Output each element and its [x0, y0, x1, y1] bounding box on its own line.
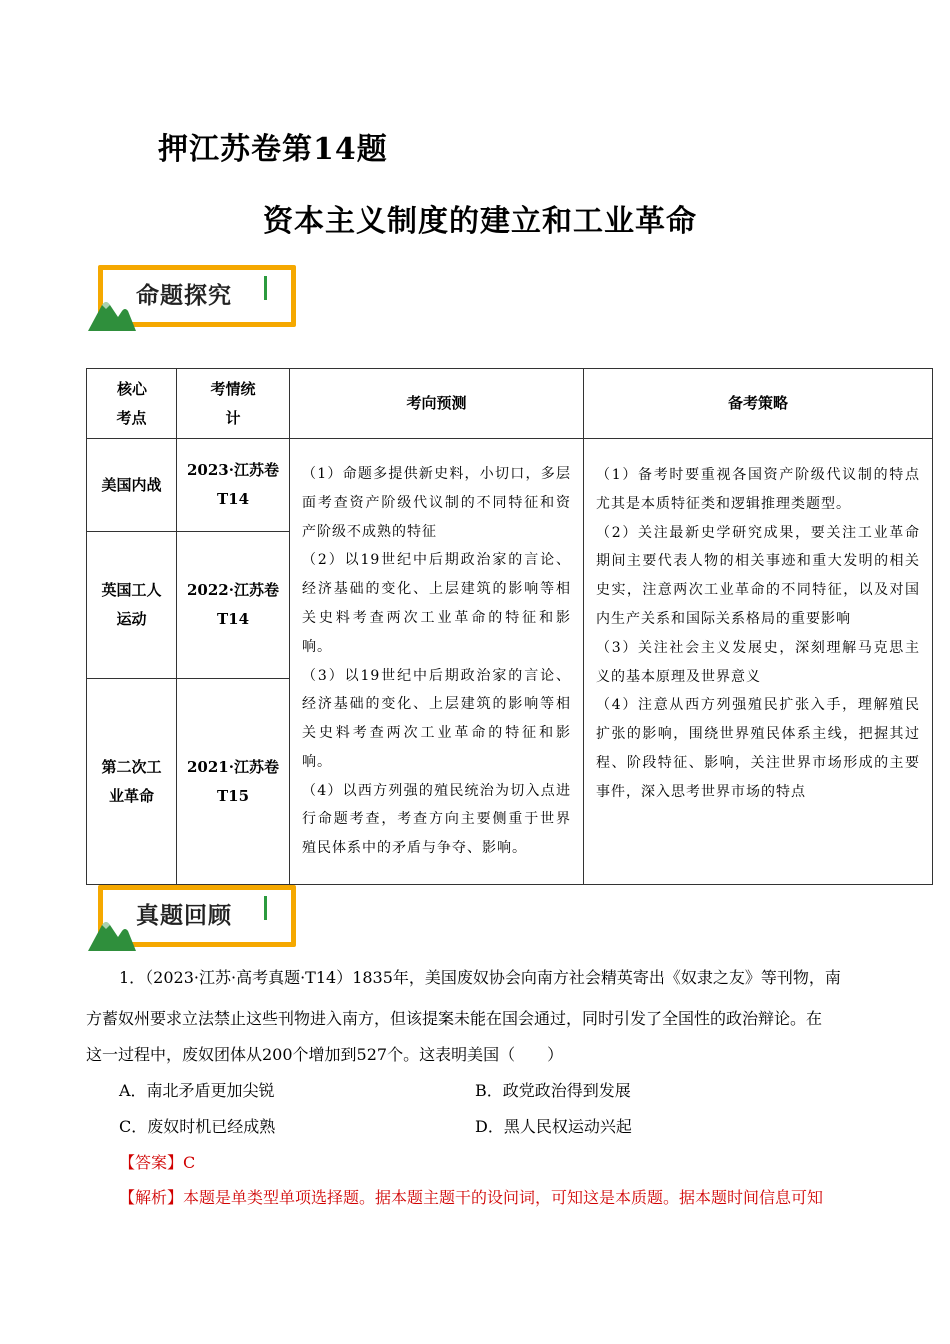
forecast-para: （3）以19世纪中后期政治家的言论、经济基础的变化、上层建筑的影响等相关史料考查两次工业革命的特征和影响。 [302, 667, 571, 770]
question-line: 方蓄奴州要求立法禁止这些刊物进入南方，但该提案未能在国会通过，同时引发了全国性的政治辩论。在 [86, 1009, 823, 1028]
table-row [87, 439, 933, 532]
analysis-text: 本题是单类型单项选择题。据本题主题干的设问词，可知这是本质题。据本题时间信息可知 [183, 1188, 824, 1207]
header-stats: 考情统 计 [177, 369, 290, 439]
mountain-icon [88, 295, 136, 331]
strategy-para: （3）关注社会主义发展史，深刻理解马克思主义的基本原理及世界意义 [596, 639, 920, 685]
forecast-para: （2）以19世纪中后期政治家的言论、经济基础的变化、上层建筑的影响等相关史料考查两次工业革命的特征和影响。 [302, 552, 571, 655]
strategy-para: （4）注意从西方列强殖民扩张入手，理解殖民扩张的影响，围绕世界殖民体系主线，把握其过程、阶段特征、影响，关注世界市场形成的主要事件，深入思考世界市场的特点 [596, 697, 920, 800]
answer-value: C [183, 1153, 196, 1172]
mountain-icon [88, 915, 136, 951]
option-a: A．南北矛盾更加尖锐 [119, 1081, 275, 1100]
row-year: 2022·江苏卷 T14 [177, 532, 290, 679]
row-year: 2021·江苏卷 T15 [177, 679, 290, 885]
header-strategy: 备考策略 [584, 369, 933, 439]
table-header-row [87, 369, 933, 439]
forecast-para: （1）命题多提供新史料，小切口，多层面考查资产阶级代议制的不同特征和资产阶级不成熟的特征 [302, 465, 571, 540]
exam-analysis-table [86, 368, 933, 885]
section-badge-explore [88, 265, 300, 335]
section-badge-review [88, 885, 300, 955]
badge-accent-bar [264, 896, 267, 920]
analysis-line [119, 1185, 823, 1208]
option-c: C．废奴时机已经成熟 [119, 1117, 276, 1136]
answer-label: 【答案】 [119, 1153, 184, 1172]
row-year: 2023·江苏卷 T14 [177, 439, 290, 532]
row-topic: 第二次工 业革命 [87, 679, 177, 885]
badge-accent-bar [264, 276, 267, 300]
question-line: 1．（2023·江苏·高考真题·T14）1835年，美国废奴协会向南方社会精英寄出《奴隶之友》等刊物，南 [119, 968, 841, 987]
badge-label: 真题回顾 [136, 903, 232, 929]
forecast-para: （4）以西方列强的殖民统治为切入点进行命题考查，考查方向主要侧重于世界殖民体系中的矛盾与争夺、影响。 [302, 782, 571, 857]
strategy-para: （1）备考时要重视各国资产阶级代议制的特点尤其是本质特征类和逻辑推理类题型。 [596, 467, 920, 512]
page-title: 押江苏卷第14题 [158, 132, 388, 167]
page-subtitle: 资本主义制度的建立和工业革命 [263, 204, 697, 239]
strategy-cell [584, 439, 933, 885]
row-topic: 英国工人 运动 [87, 532, 177, 679]
header-core-point: 核心 考点 [87, 369, 177, 439]
forecast-cell [290, 439, 584, 885]
badge-label: 命题探究 [136, 283, 232, 309]
analysis-label: 【解析】 [119, 1188, 184, 1207]
row-topic: 美国内战 [87, 439, 177, 532]
question-line: 这一过程中，废奴团体从200个增加到527个。这表明美国（ ） [86, 1045, 564, 1064]
answer-line [119, 1150, 195, 1173]
option-b: B．政党政治得到发展 [475, 1081, 631, 1100]
strategy-para: （2）关注最新史学研究成果，要关注工业革命期间主要代表人物的相关事迹和重大发明的相关史实，注意两次工业革命的不同特征，以及对国内生产关系和国际关系格局的重要影响 [596, 524, 920, 627]
header-forecast: 考向预测 [290, 369, 584, 439]
option-d: D．黑人民权运动兴起 [475, 1117, 632, 1136]
